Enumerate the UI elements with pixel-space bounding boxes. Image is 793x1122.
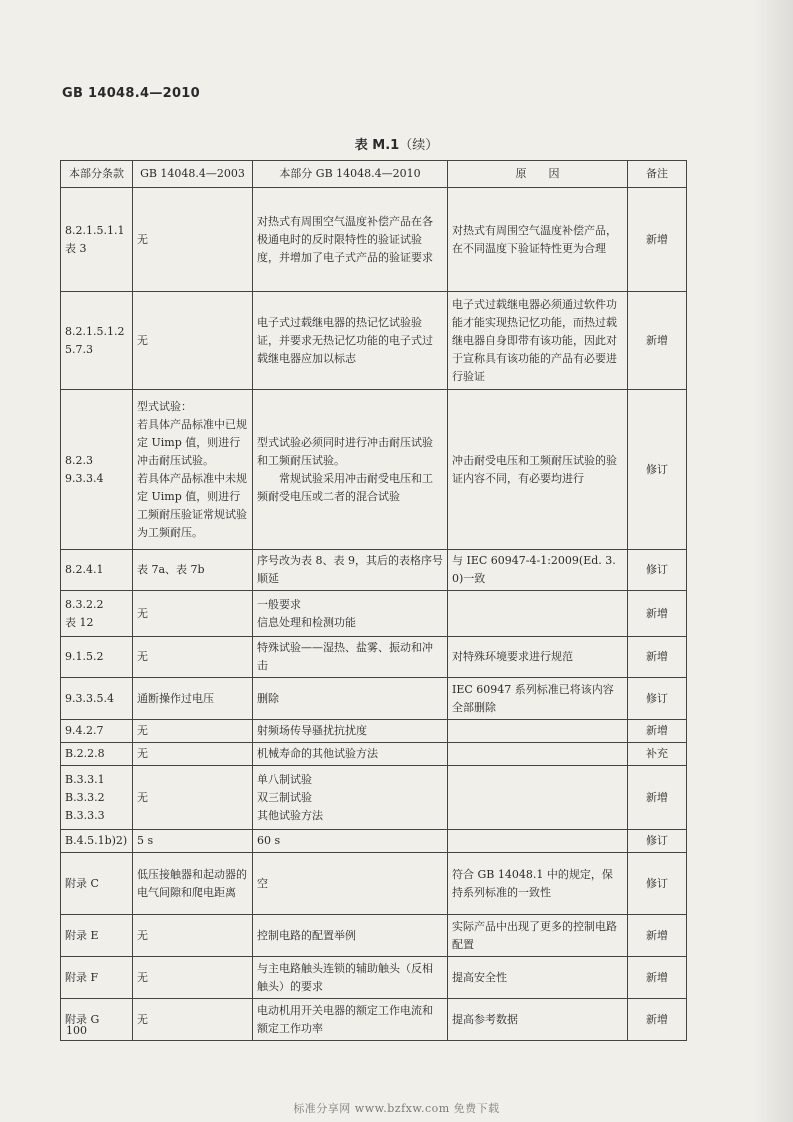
cell-reason [448, 766, 628, 830]
cell-reason: 提高安全性 [448, 957, 628, 999]
cell-clause: B.4.5.1b)2) [61, 830, 133, 853]
cell-old: 无 [133, 915, 253, 957]
cell-new: 单八制试验 双三制试验 其他试验方法 [253, 766, 448, 830]
cell-new: 一般要求 信息处理和检测功能 [253, 591, 448, 637]
table-row [61, 999, 687, 1041]
cell-old: 无 [133, 591, 253, 637]
cell-clause: 附录 C [61, 853, 133, 915]
cell-reason: IEC 60947 系列标准已将该内容全部删除 [448, 678, 628, 720]
table-row [61, 188, 687, 292]
cell-reason: 对热式有周围空气温度补偿产品，在不同温度下验证特性更为合理 [448, 188, 628, 292]
table-row [61, 637, 687, 678]
cell-clause: 8.2.1.5.1.2 5.7.3 [61, 292, 133, 390]
cell-clause: B.3.3.1 B.3.3.2 B.3.3.3 [61, 766, 133, 830]
cell-old: 型式试验： 若具体产品标准中已规定 Uimp 值，则进行冲击耐压试验。 若具体产品标准中未规定 Uimp 值，则进行工频耐压验证常规试验为工频耐压。 [133, 390, 253, 550]
header-note: 备注 [628, 161, 687, 188]
cell-old: 无 [133, 637, 253, 678]
cell-note: 新增 [628, 720, 687, 743]
cell-clause: 8.2.3 9.3.3.4 [61, 390, 133, 550]
header-reason: 原 因 [448, 161, 628, 188]
cell-clause: 8.2.4.1 [61, 550, 133, 591]
cell-old: 无 [133, 743, 253, 766]
cell-note: 新增 [628, 766, 687, 830]
cell-new: 对热式有周围空气温度补偿产品在各极通电时的反时限特性的验证试验度，并增加了电子式产品的验证要求 [253, 188, 448, 292]
cell-old: 5 s [133, 830, 253, 853]
table-row [61, 678, 687, 720]
cell-note: 修订 [628, 678, 687, 720]
cell-note: 修订 [628, 853, 687, 915]
cell-clause: 附录 F [61, 957, 133, 999]
cell-new: 控制电路的配置举例 [253, 915, 448, 957]
table-row [61, 591, 687, 637]
cell-old: 无 [133, 766, 253, 830]
cell-reason: 与 IEC 60947-4-1:2009(Ed. 3.0)一致 [448, 550, 628, 591]
cell-note: 新增 [628, 637, 687, 678]
cell-clause: 9.4.2.7 [61, 720, 133, 743]
cell-new: 型式试验必须同时进行冲击耐压试验和工频耐压试验。 常规试验采用冲击耐受电压和工频耐受电压或二者的混合试验 [253, 390, 448, 550]
cell-new: 空 [253, 853, 448, 915]
caption-suffix: （续） [399, 138, 439, 153]
table-row [61, 292, 687, 390]
cell-old: 无 [133, 957, 253, 999]
caption-number: 1 [390, 138, 400, 153]
cell-new: 电子式过载继电器的热记忆试验验证，并要求无热记忆功能的电子式过载继电器应加以标志 [253, 292, 448, 390]
cell-new: 与主电路触头连锁的辅助触头（反相触头）的要求 [253, 957, 448, 999]
table-row [61, 720, 687, 743]
cell-clause: 附录 E [61, 915, 133, 957]
cell-new: 电动机用开关电器的额定工作电流和额定工作功率 [253, 999, 448, 1041]
caption-prefix: 表 M. [354, 138, 391, 153]
cell-new: 机械寿命的其他试验方法 [253, 743, 448, 766]
table-row [61, 390, 687, 550]
cell-note: 新增 [628, 188, 687, 292]
cell-clause: 9.3.3.5.4 [61, 678, 133, 720]
header-clause: 本部分条款 [61, 161, 133, 188]
cell-clause: B.2.2.8 [61, 743, 133, 766]
table-row [61, 550, 687, 591]
cell-clause: 8.3.2.2 表 12 [61, 591, 133, 637]
cell-old: 表 7a、表 7b [133, 550, 253, 591]
cell-old: 低压接触器和起动器的电气间隙和爬电距离 [133, 853, 253, 915]
table-row [61, 915, 687, 957]
cell-reason [448, 591, 628, 637]
cell-old: 无 [133, 188, 253, 292]
standard-code-header: GB 14048.4—2010 [62, 86, 200, 101]
cell-old: 无 [133, 720, 253, 743]
cell-new: 60 s [253, 830, 448, 853]
cell-reason [448, 830, 628, 853]
cell-clause: 8.2.1.5.1.1 表 3 [61, 188, 133, 292]
table-row [61, 853, 687, 915]
cell-new: 射频场传导骚扰抗扰度 [253, 720, 448, 743]
cell-reason: 对特殊环境要求进行规范 [448, 637, 628, 678]
table-row [61, 766, 687, 830]
cell-note: 修订 [628, 390, 687, 550]
cell-reason: 实际产品中出现了更多的控制电路配置 [448, 915, 628, 957]
table-row [61, 743, 687, 766]
cell-note: 修订 [628, 830, 687, 853]
header-new-standard: 本部分 GB 14048.4—2010 [253, 161, 448, 188]
cell-reason: 冲击耐受电压和工频耐压试验的验证内容不同，有必要均进行 [448, 390, 628, 550]
header-old-standard: GB 14048.4—2003 [133, 161, 253, 188]
cell-reason [448, 743, 628, 766]
cell-old: 无 [133, 292, 253, 390]
comparison-table [60, 160, 687, 1041]
page-edge-shadow [753, 0, 793, 1122]
cell-old: 无 [133, 999, 253, 1041]
table-header-row [61, 161, 687, 188]
cell-note: 新增 [628, 999, 687, 1041]
table-row [61, 830, 687, 853]
cell-new: 特殊试验——湿热、盐雾、振动和冲击 [253, 637, 448, 678]
cell-note: 修订 [628, 550, 687, 591]
cell-reason: 电子式过载继电器必须通过软件功能才能实现热记忆功能，而热过载继电器自身即带有该功能，因此对于宣称具有该功能的产品有必要进行验证 [448, 292, 628, 390]
cell-note: 新增 [628, 292, 687, 390]
cell-clause: 9.1.5.2 [61, 637, 133, 678]
cell-new: 删除 [253, 678, 448, 720]
cell-note: 新增 [628, 957, 687, 999]
site-watermark: 标准分享网 www.bzfxw.com 免费下载 [293, 1102, 500, 1115]
cell-note: 新增 [628, 915, 687, 957]
cell-note: 补充 [628, 743, 687, 766]
cell-reason: 符合 GB 14048.1 中的规定，保持系列标准的一致性 [448, 853, 628, 915]
table-row [61, 957, 687, 999]
cell-note: 新增 [628, 591, 687, 637]
cell-old: 通断操作过电压 [133, 678, 253, 720]
cell-clause: 附录 G [61, 999, 133, 1041]
cell-reason: 提高参考数据 [448, 999, 628, 1041]
cell-new: 序号改为表 8、表 9，其后的表格序号顺延 [253, 550, 448, 591]
page-number: 100 [66, 1024, 87, 1037]
cell-reason [448, 720, 628, 743]
table-caption [0, 134, 793, 153]
